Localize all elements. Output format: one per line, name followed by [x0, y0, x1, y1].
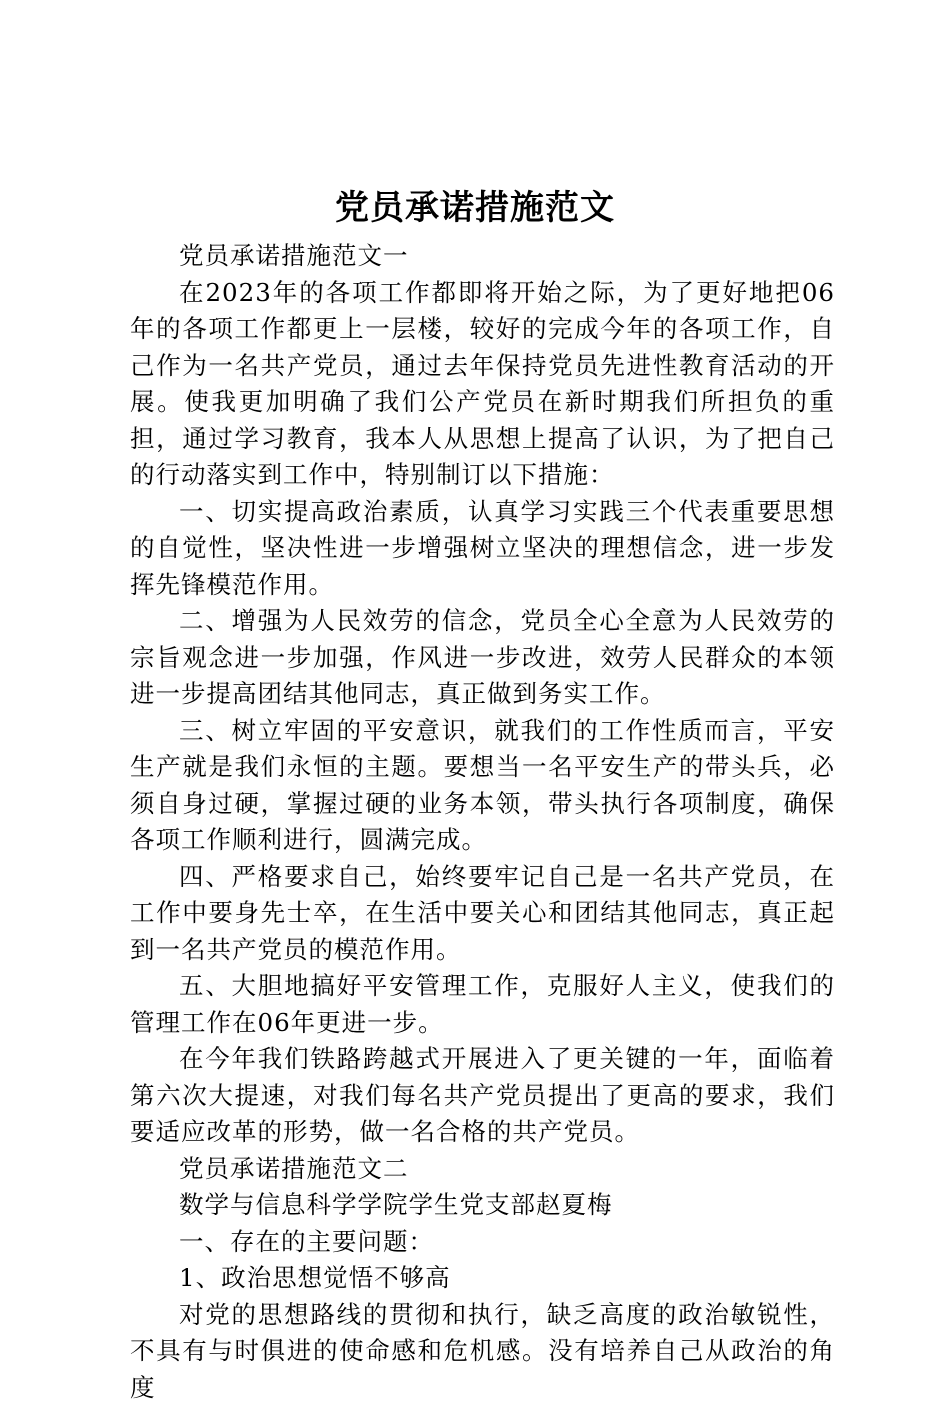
paragraph-measure-2: 二、增强为人民效劳的信念，党员全心全意为人民效劳的宗旨观念进一步加强，作风进一步改进，效劳人民群众的本领进一步提高团结其他同志，真正做到务实工作。 — [130, 603, 835, 713]
document-title: 党员承诺措施范文 — [0, 186, 950, 230]
paragraph-measure-5: 五、大胆地搞好平安管理工作，克服好人主义，使我们的管理工作在06年更进一步。 — [130, 968, 835, 1041]
paragraph-measure-4: 四、严格要求自己，始终要牢记自己是一名共产党员，在工作中要身先士卒，在生活中要关心和团结其他同志，真正起到一名共产党员的模范作用。 — [130, 859, 835, 969]
paragraph-problem-1-heading: 1、政治思想觉悟不够高 — [130, 1260, 835, 1297]
paragraph-conclusion: 在今年我们铁路跨越式开展进入了更关键的一年，面临着第六次大提速，对我们每名共产党员提出了更高的要求，我们要适应改革的形势，做一名合格的共产党员。 — [130, 1041, 835, 1151]
paragraph-problem-1-text: 对党的思想路线的贯彻和执行，缺乏高度的政治敏锐性，不具有与时俱进的使命感和危机感。没有培养自己从政治的角度 — [130, 1297, 835, 1406]
paragraph-section-heading-2: 党员承诺措施范文二 — [130, 1151, 835, 1188]
document-body — [130, 238, 835, 1406]
paragraph-measure-1: 一、切实提高政治素质，认真学习实践三个代表重要思想的自觉性，坚决性进一步增强树立坚决的理想信念，进一步发挥先锋模范作用。 — [130, 494, 835, 604]
paragraph-author: 数学与信息科学学院学生党支部赵夏梅 — [130, 1187, 835, 1224]
paragraph-problems-heading: 一、存在的主要问题： — [130, 1224, 835, 1261]
paragraph-section-heading-1: 党员承诺措施范文一 — [130, 238, 835, 275]
paragraph-intro: 在2023年的各项工作都即将开始之际，为了更好地把06年的各项工作都更上一层楼，较好的完成今年的各项工作，自己作为一名共产党员，通过去年保持党员先进性教育活动的开展。使我更加明确了我们公产党员在新时期我们所担负的重担，通过学习教育，我本人从思想上提高了认识，为了把自己的行动落实到工作中，特别制订以下措施： — [130, 275, 835, 494]
paragraph-measure-3: 三、树立牢固的平安意识，就我们的工作性质而言，平安生产就是我们永恒的主题。要想当一名平安生产的带头兵，必须自身过硬，掌握过硬的业务本领，带头执行各项制度，确保各项工作顺利进行，圆满完成。 — [130, 713, 835, 859]
